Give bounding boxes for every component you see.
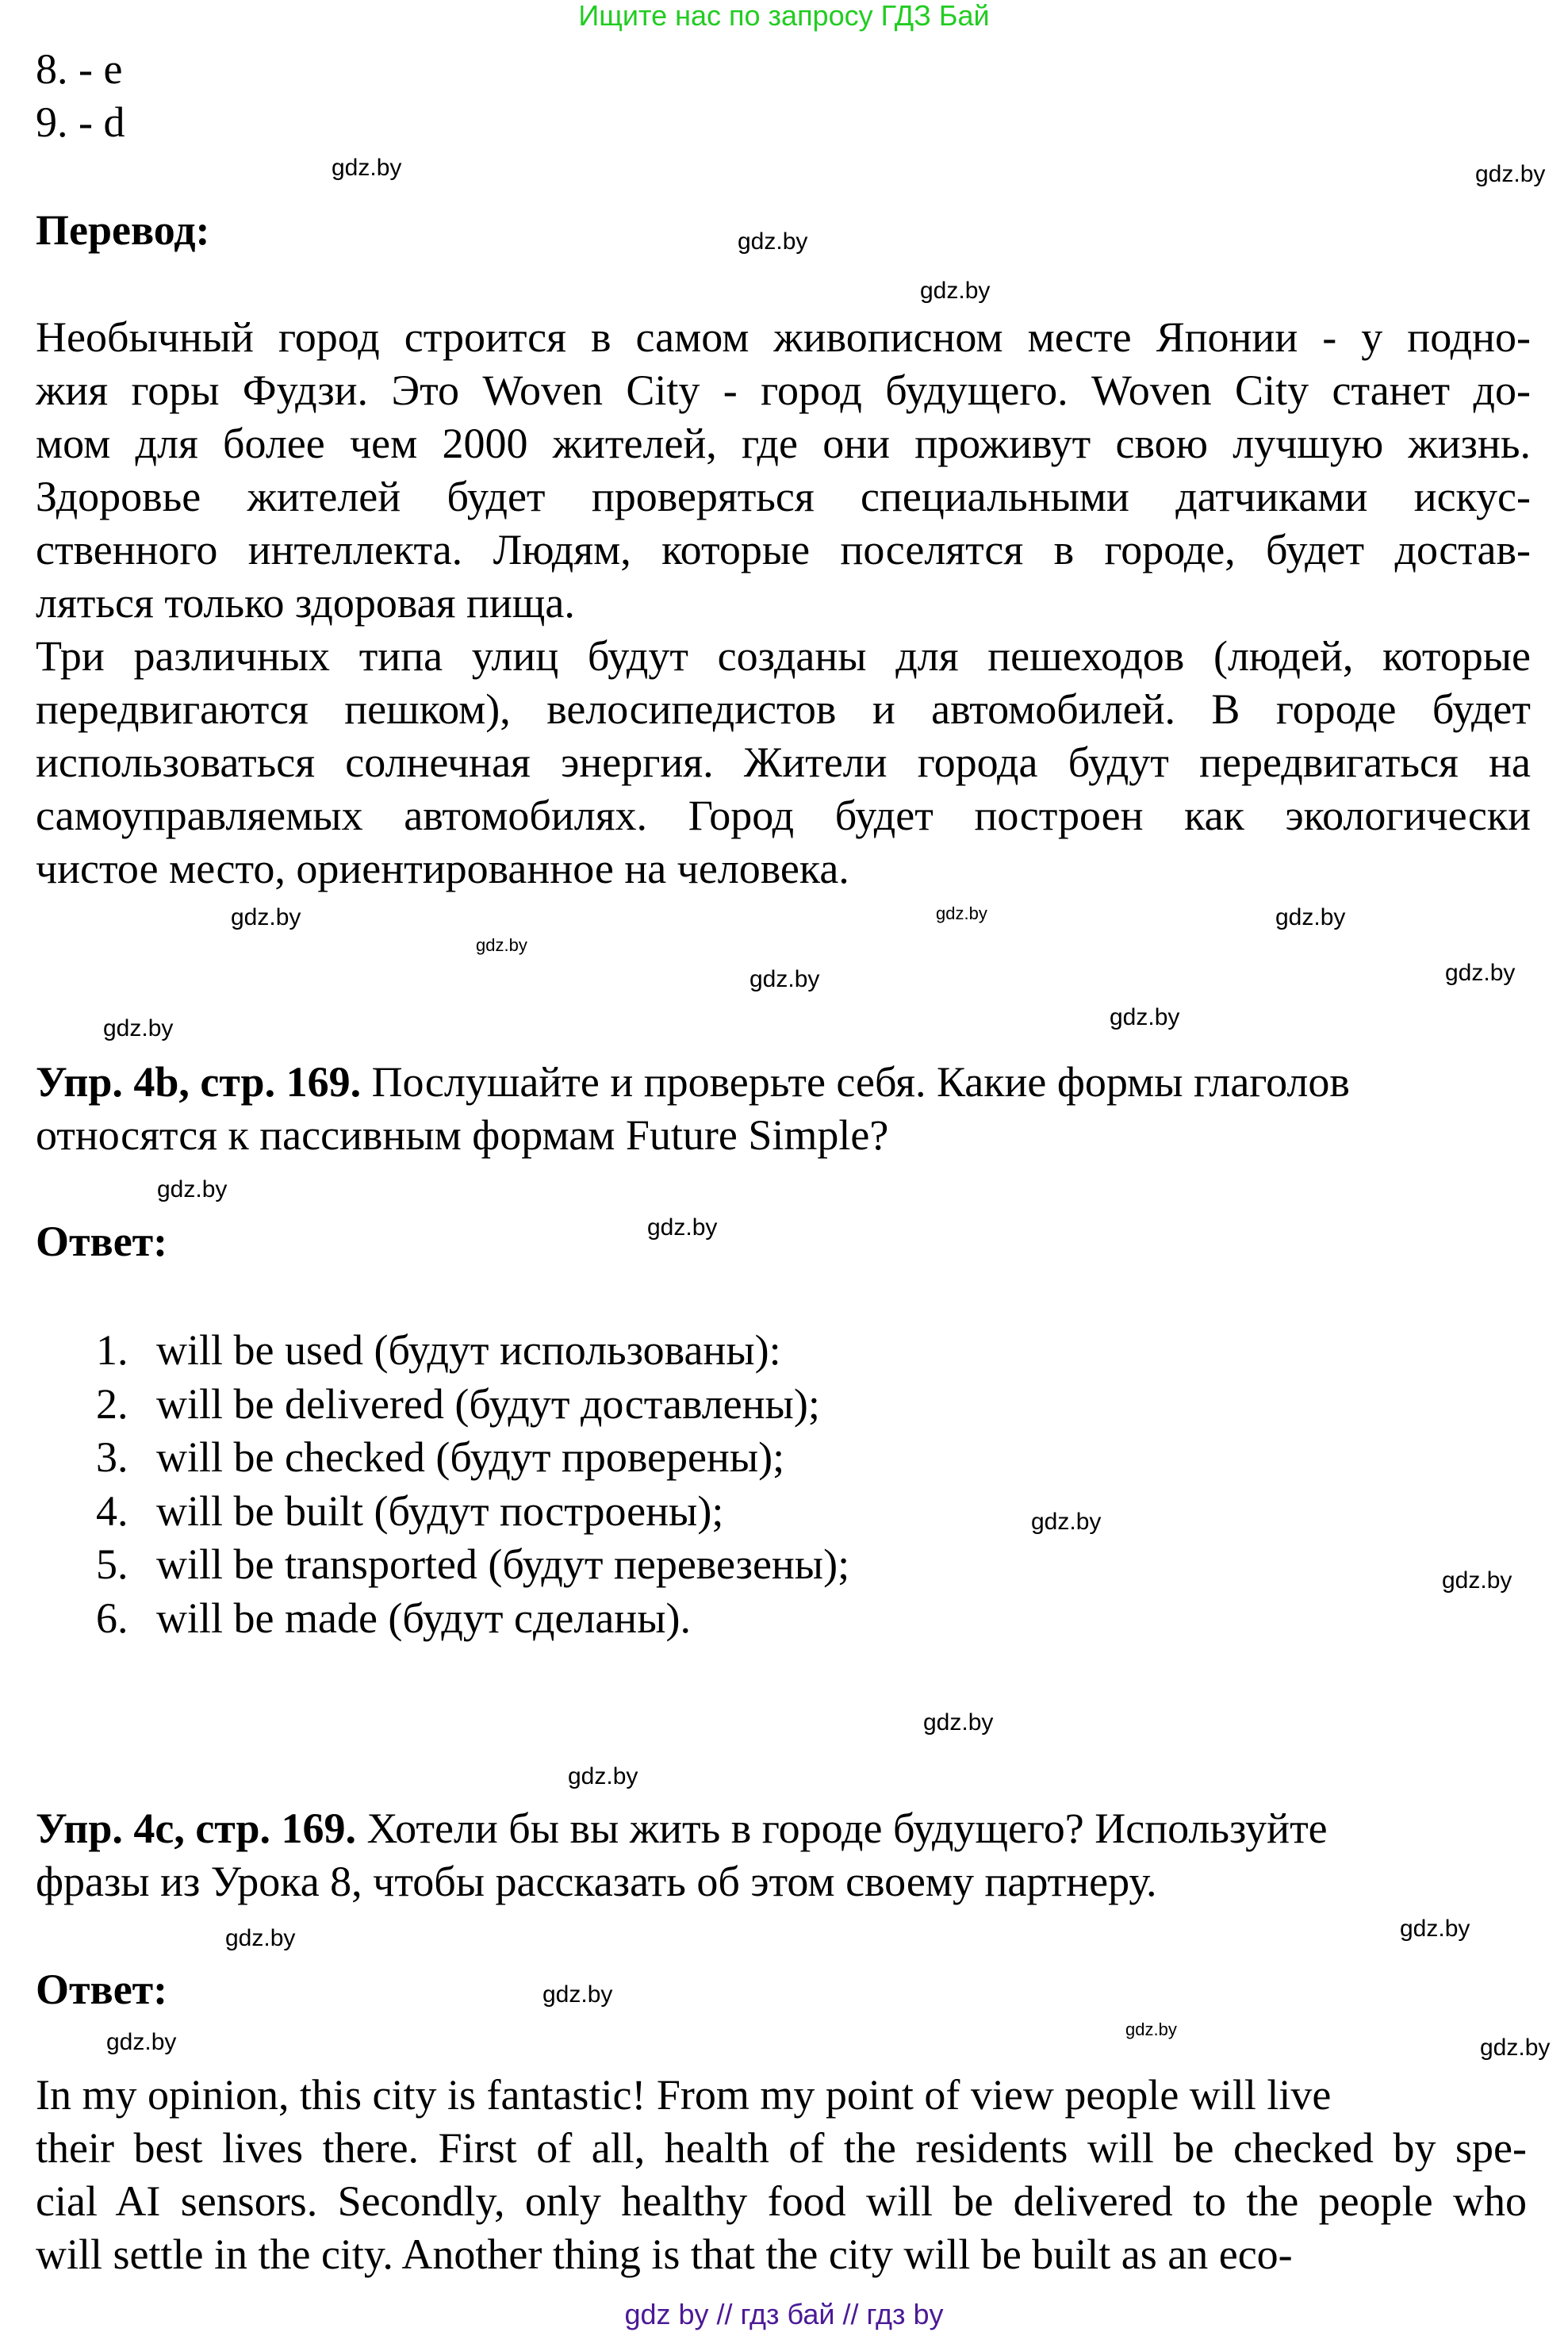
text-line: мом для более чем 2000 жителей, где они проживут свою лучшую жизнь. [36,420,1531,467]
watermark: gdz.by [1400,1916,1470,1942]
watermark: gdz.by [1125,2019,1177,2039]
text-line: their best lives there. First of all, health of the residents will be checked by spe- [36,2124,1527,2172]
item-text: will be used (будут использованы): [156,1326,781,1374]
task-text: Хотели бы вы жить в городе будущего? Используйте [356,1805,1328,1852]
watermark: gdz.by [332,155,402,181]
text-line: cial AI sensors. Secondly, only healthy food will be delivered to the people who [36,2177,1527,2225]
answer-9: 9. - d [36,98,125,146]
watermark: gdz.by [1480,2035,1551,2061]
exercise-4c-task [36,1802,1531,1908]
watermark: gdz.by [738,228,808,255]
watermark: gdz.by [749,966,820,992]
task-text: относятся к пассивным формам Future Simple? [36,1111,889,1159]
answer-heading: Ответ: [36,1966,168,2013]
watermark: gdz.by [157,1176,228,1202]
text-line: чистое место, ориентированное на человека. [36,845,849,892]
watermark: gdz.by [923,1709,994,1736]
item-text: will be checked (будут проверены); [156,1433,785,1481]
list-item [96,1592,849,1646]
watermark: gdz.by [647,1214,718,1241]
watermark: gdz.by [1445,960,1516,986]
watermark: gdz.by [1475,161,1546,187]
watermark: gdz.by [1031,1509,1102,1535]
watermark: gdz.by [936,903,987,923]
task-text: Послушайте и проверьте себя. Какие формы глаголов [361,1058,1350,1106]
text-line: Здоровье жителей будет проверяться специальными датчиками искус- [36,473,1531,520]
item-text: will be delivered (будут доставлены); [156,1379,820,1428]
item-number: 6. [96,1594,128,1642]
watermark: gdz.by [542,1981,613,2008]
answer-heading: Ответ: [36,1218,168,1265]
exercise-label: Упр. 4b, стр. 169. [36,1058,362,1106]
text-line: ственного интеллекта. Людям, которые поселятся в городе, будет достав- [36,526,1531,573]
watermark: gdz.by [1442,1567,1512,1594]
item-text: will be built (будут построены); [156,1486,724,1535]
search-banner[interactable]: Ищите нас по запросу ГДЗ Бай [578,0,990,32]
list-item [96,1431,849,1485]
text-line: In my opinion, this city is fantastic! From my point of view people will live [36,2071,1332,2119]
text-line: Три различных типа улиц будут созданы для пешеходов (людей, которые [36,632,1531,680]
list-item [96,1378,849,1432]
list-item [96,1485,849,1539]
watermark: gdz.by [476,935,527,955]
text-line: жия горы Фудзи. Это Woven City - город будущего. Woven City станет до- [36,366,1531,414]
item-number: 2. [96,1379,128,1428]
item-text: will be transported (будут перевезены); [156,1540,850,1588]
answer-list [96,1324,849,1645]
text-line: передвигаются пешком), велосипедистов и автомобилей. В городе будет [36,685,1531,733]
text-line: самоуправляемых автомобилях. Город будет построен как экологически [36,792,1531,839]
watermark: gdz.by [231,904,301,930]
item-number: 3. [96,1433,128,1481]
watermark: gdz.by [920,278,991,304]
answer-text [36,2069,1527,2281]
watermark: gdz.by [225,1925,296,1951]
watermark: gdz.by [1275,904,1346,930]
item-number: 1. [96,1326,128,1374]
answers-top [36,43,1531,149]
item-number: 4. [96,1486,128,1535]
watermark: gdz.by [568,1763,638,1789]
translation-text [36,311,1531,896]
text-line: Необычный город строится в самом живописном месте Японии - у подно- [36,313,1531,361]
watermark: gdz.by [106,2029,177,2055]
text-line: ляться только здоровая пища. [36,579,575,627]
task-text: фразы из Урока 8, чтобы рассказать об этом своему партнеру. [36,1858,1157,1905]
exercise-label: Упр. 4c, стр. 169. [36,1805,356,1852]
list-item [96,1538,849,1592]
exercise-4b-task [36,1056,1531,1162]
text-line: использоваться солнечная энергия. Жители города будут передвигаться на [36,738,1531,786]
footer-links[interactable]: gdz by // гдз бай // гдз by [624,2298,944,2330]
watermark: gdz.by [1110,1004,1180,1030]
translation-heading: Перевод: [36,206,210,254]
list-item [96,1324,849,1378]
text-line: will settle in the city. Another thing is that the city will be built as an eco- [36,2230,1293,2278]
item-text: will be made (будут сделаны). [156,1594,691,1642]
answer-8: 8. - e [36,45,123,93]
watermark: gdz.by [103,1015,174,1041]
item-number: 5. [96,1540,128,1588]
